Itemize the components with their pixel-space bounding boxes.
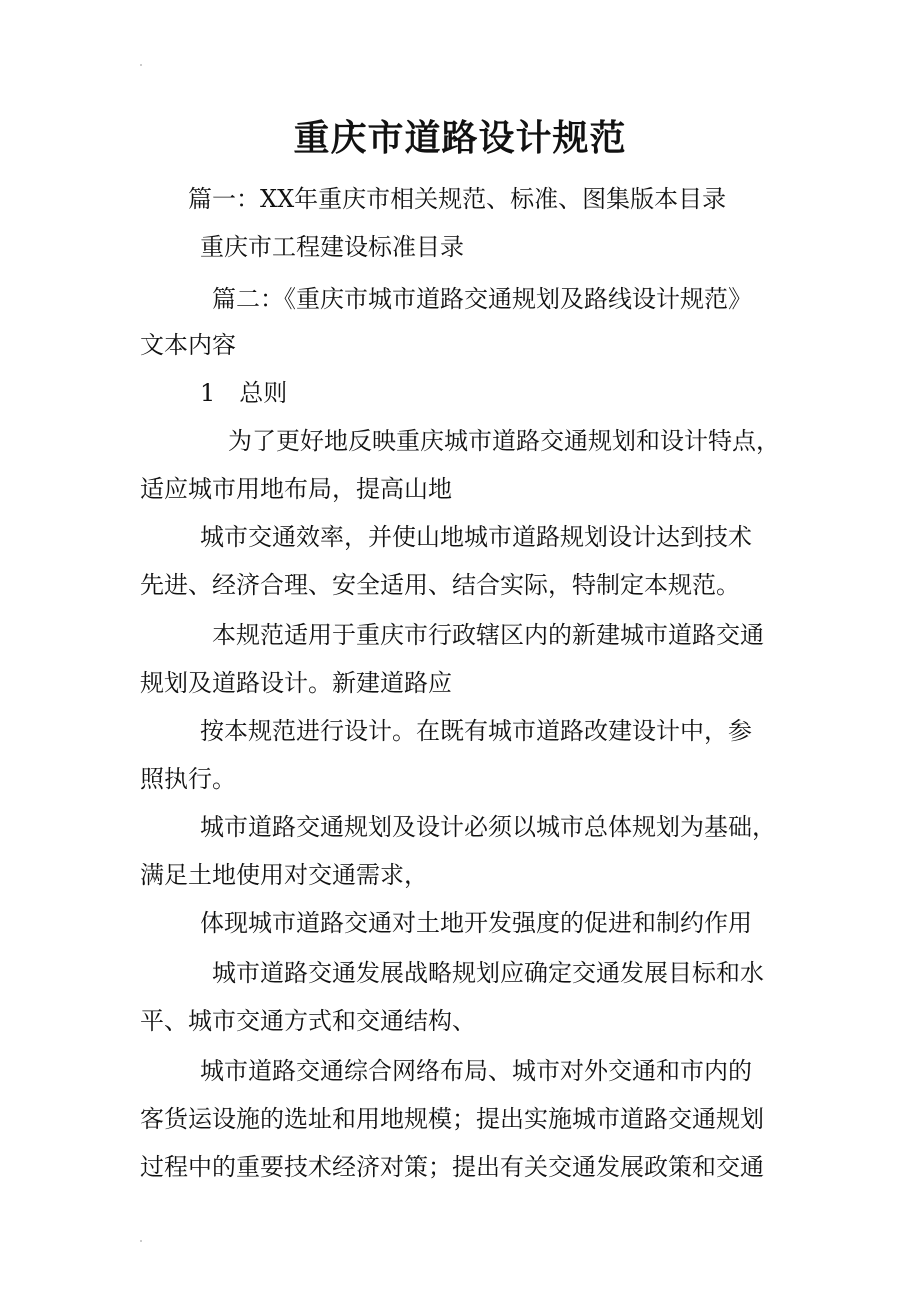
text-line: 满足土地使用对交通需求， <box>140 861 428 889</box>
text-line: 篇二：《重庆市城市道路交通规划及路线设计规范》 <box>212 285 752 313</box>
text-line: 客货运设施的选址和用地规模；提出实施城市道路交通规划 <box>140 1105 764 1133</box>
text-line: 城市道路交通规划及设计必须以城市总体规划为基础， <box>200 813 776 841</box>
text-line: 按本规范进行设计。在既有城市道路改建设计中，参 <box>200 717 752 745</box>
text-line: 适应城市用地布局，提高山地 <box>140 475 452 503</box>
text-line: 文本内容 <box>140 331 236 359</box>
scan-speck <box>140 1240 142 1242</box>
document-title: 重庆市道路设计规范 <box>293 117 627 159</box>
text-line: 规划及道路设计。新建道路应 <box>140 669 452 697</box>
scan-speck <box>140 64 142 66</box>
section-heading: 1 总则 <box>200 379 288 407</box>
text-line: 城市道路交通发展战略规划应确定交通发展目标和水 <box>212 959 764 987</box>
text-line: 体现城市道路交通对土地开发强度的促进和制约作用 <box>200 909 752 937</box>
text-line: 重庆市工程建设标准目录 <box>200 233 464 261</box>
text-line: 本规范适用于重庆市行政辖区内的新建城市道路交通 <box>212 621 764 649</box>
text-line: 过程中的重要技术经济对策；提出有关交通发展政策和交通 <box>140 1153 764 1181</box>
text-line: 平、城市交通方式和交通结构、 <box>140 1007 476 1035</box>
text-line: 先进、经济合理、安全适用、结合实际，特制定本规范。 <box>140 571 740 599</box>
text-line: 照执行。 <box>140 765 236 793</box>
text-line: 城市道路交通综合网络布局、城市对外交通和市内的 <box>200 1057 752 1085</box>
text-line: 城市交通效率，并使山地城市道路规划设计达到技术 <box>200 523 752 551</box>
text-line: 为了更好地反映重庆城市道路交通规划和设计特点， <box>228 427 780 455</box>
text-line: 篇一：XX年重庆市相关规范、标准、图集版本目录 <box>188 185 727 213</box>
